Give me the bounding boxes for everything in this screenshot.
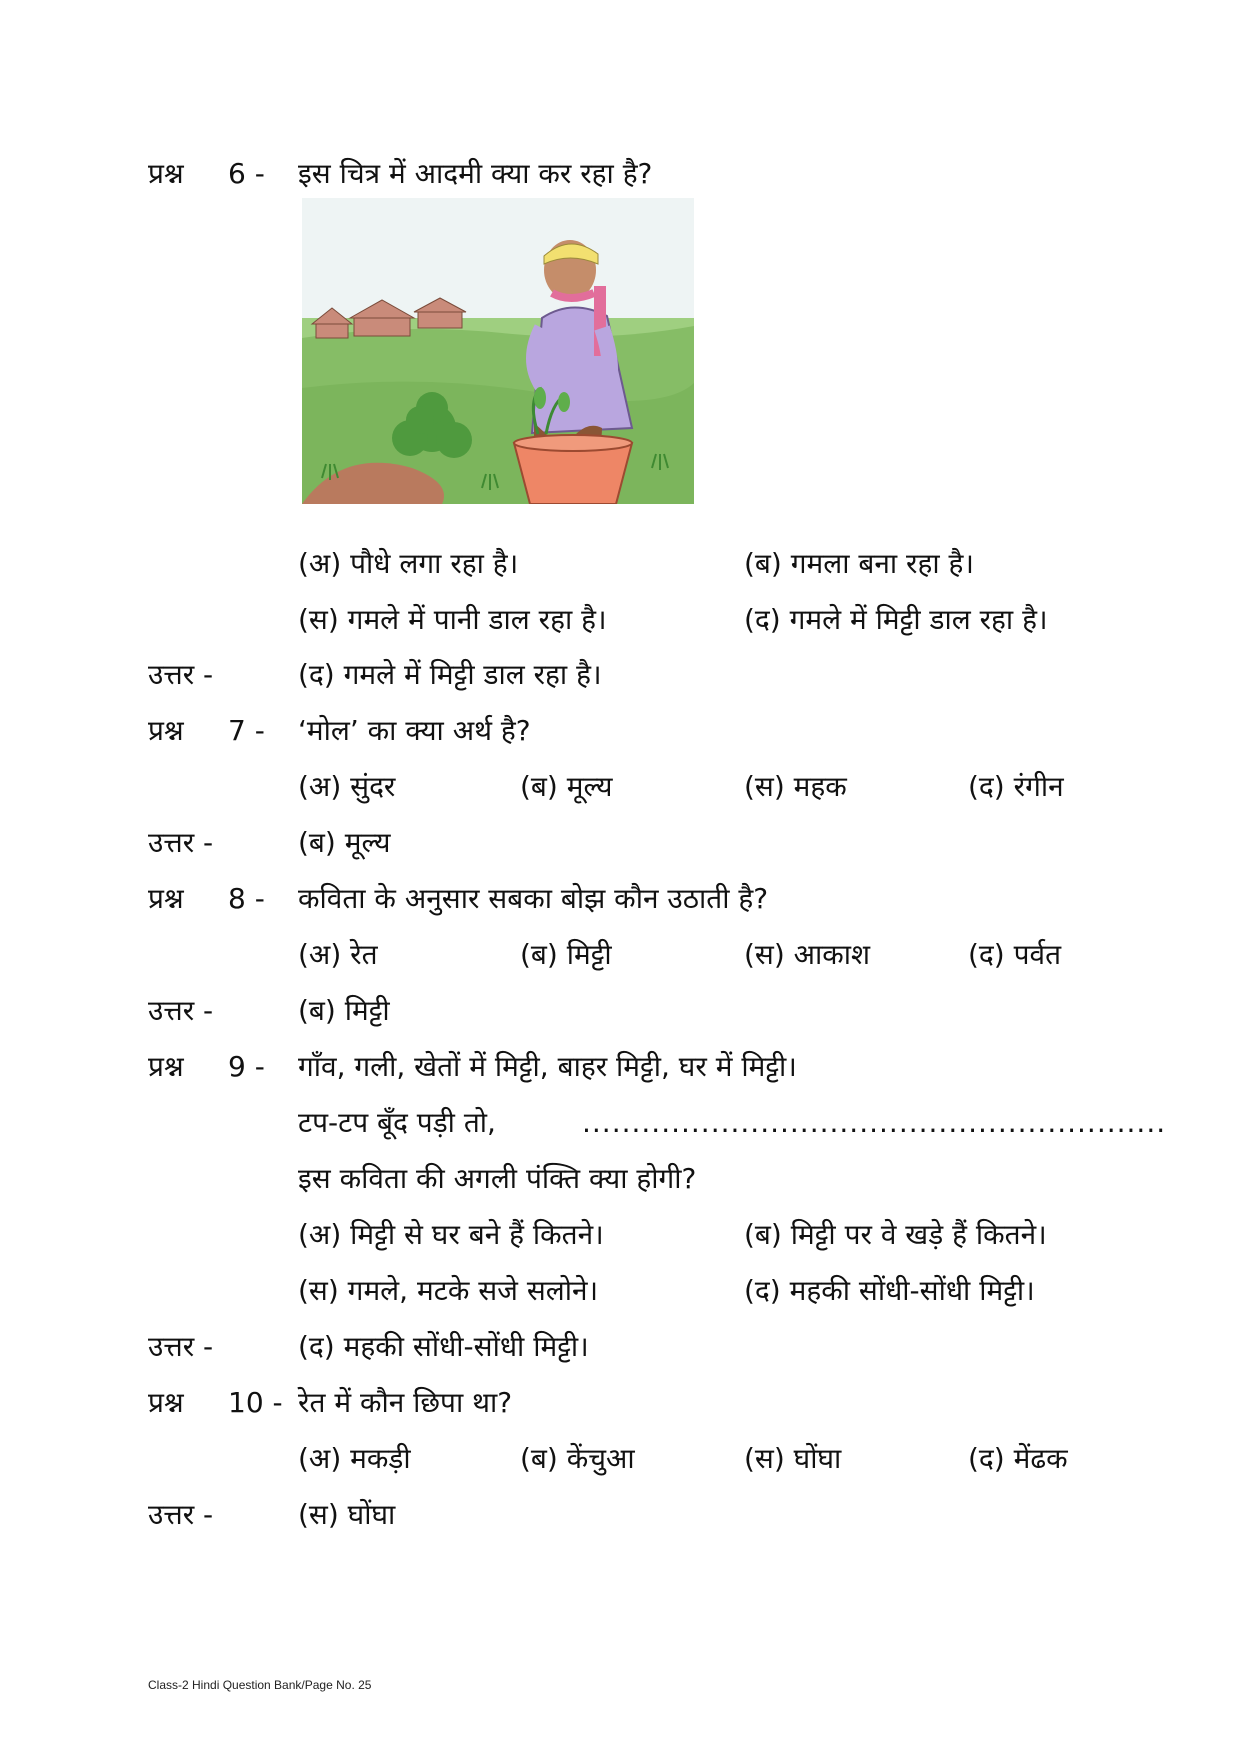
q7-option-d: (द) रंगीन: [968, 770, 1064, 803]
q8-text: कविता के अनुसार सबका बोझ कौन उठाती है?: [298, 882, 769, 915]
q9-option-a: (अ) मिट्टी से घर बने हैं कितने।: [298, 1218, 604, 1251]
q9-subquestion: इस कविता की अगली पंक्ति क्या होगी?: [298, 1162, 697, 1195]
q6-number: 6 -: [228, 157, 265, 190]
q9-option-c: (स) गमले, मटके सजे सलोने।: [298, 1274, 599, 1307]
q7-option-a: (अ) सुंदर: [298, 770, 396, 803]
q10-option-c: (स) घोंघा: [744, 1442, 842, 1475]
q8-label: प्रश्न: [148, 882, 184, 915]
q6-option-c: (स) गमले में पानी डाल रहा है।: [298, 603, 607, 636]
q8-option-c: (स) आकाश: [744, 938, 871, 971]
q10-option-d: (द) मेंढक: [968, 1442, 1068, 1475]
q7-text: ‘मोल’ का क्या अर्थ है?: [298, 714, 531, 747]
q9-blank: ...........................................................: [582, 1106, 1167, 1139]
q6-text: इस चित्र में आदमी क्या कर रहा है?: [298, 157, 653, 190]
q6-option-a: (अ) पौधे लगा रहा है।: [298, 547, 519, 580]
q7-option-c: (स) महक: [744, 770, 847, 803]
q7-number: 7 -: [228, 714, 265, 747]
q9-poem-line: टप-टप बूँद पड़ी तो,: [298, 1106, 496, 1139]
farmer-planting-illustration: [302, 198, 694, 504]
q9-answer-label: उत्तर -: [148, 1330, 214, 1363]
q10-answer: (स) घोंघा: [298, 1498, 396, 1531]
q9-label: प्रश्न: [148, 1050, 184, 1083]
q8-option-a: (अ) रेत: [298, 938, 378, 971]
q9-number: 9 -: [228, 1050, 265, 1083]
q10-text: रेत में कौन छिपा था?: [298, 1386, 513, 1419]
q7-answer: (ब) मूल्य: [298, 826, 391, 859]
page-footer: Class-2 Hindi Question Bank/Page No. 25: [148, 1678, 372, 1692]
q10-label: प्रश्न: [148, 1386, 184, 1419]
q8-number: 8 -: [228, 882, 265, 915]
q8-option-d: (द) पर्वत: [968, 938, 1062, 971]
q7-option-b: (ब) मूल्य: [520, 770, 613, 803]
q6-answer-label: उत्तर -: [148, 658, 214, 691]
q10-option-a: (अ) मकड़ी: [298, 1442, 411, 1475]
q8-answer-label: उत्तर -: [148, 994, 214, 1027]
q10-option-b: (ब) केंचुआ: [520, 1442, 635, 1475]
q6-option-b: (ब) गमला बना रहा है।: [744, 547, 975, 580]
q10-number: 10 -: [228, 1386, 283, 1419]
q10-answer-label: उत्तर -: [148, 1498, 214, 1531]
q9-text: गाँव, गली, खेतों में मिट्टी, बाहर मिट्टी, घर में मिट्टी।: [298, 1050, 797, 1083]
q6-option-d: (द) गमले में मिट्टी डाल रहा है।: [744, 603, 1048, 636]
q8-answer: (ब) मिट्टी: [298, 994, 390, 1027]
q9-option-b: (ब) मिट्टी पर वे खड़े हैं कितने।: [744, 1218, 1047, 1251]
q6-label: प्रश्न: [148, 157, 184, 190]
q9-option-d: (द) महकी सोंधी-सोंधी मिट्टी।: [744, 1274, 1035, 1307]
q8-option-b: (ब) मिट्टी: [520, 938, 612, 971]
q6-answer: (द) गमले में मिट्टी डाल रहा है।: [298, 658, 602, 691]
q9-answer: (द) महकी सोंधी-सोंधी मिट्टी।: [298, 1330, 589, 1363]
q7-label: प्रश्न: [148, 714, 184, 747]
q7-answer-label: उत्तर -: [148, 826, 214, 859]
